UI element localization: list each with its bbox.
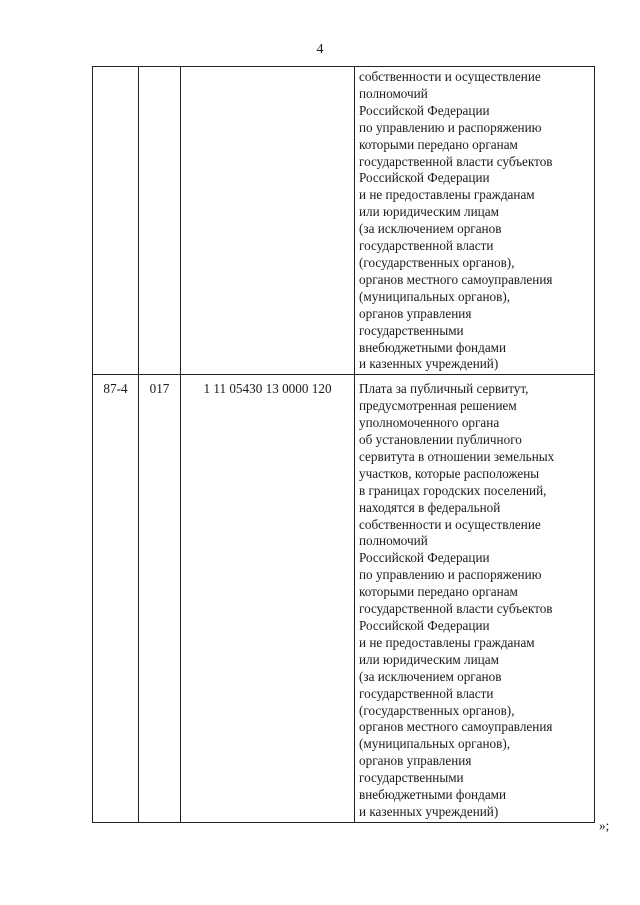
description-line: полномочий: [359, 85, 428, 101]
income-codes-table: [92, 66, 595, 823]
description-line: полномочий: [359, 533, 428, 549]
description-line: об установлении публичного: [359, 432, 522, 448]
description-line: и казенных учреждений): [359, 803, 499, 819]
description-line: которыми передано органам: [359, 136, 518, 152]
description-line: (муниципальных органов),: [359, 736, 511, 752]
description-line: государственными: [359, 322, 464, 338]
description-line: государственными: [359, 770, 464, 786]
description-line: по управлению и распоряжению: [359, 567, 542, 583]
description-line: государственной власти субъектов: [359, 601, 553, 617]
description-line: или юридическим лицам: [359, 651, 499, 667]
description-line: (государственных органов),: [359, 254, 515, 270]
page-number: 4: [316, 42, 324, 57]
description-line: органов управления: [359, 753, 472, 769]
description-line: собственности и осуществление: [359, 516, 541, 532]
description-line: находятся в федеральной: [359, 499, 501, 515]
description-line: собственности и осуществление: [359, 69, 541, 84]
description-line: внебюджетными фондами: [359, 787, 507, 803]
description-line: Российской Федерации: [359, 618, 490, 633]
table-row: [93, 67, 595, 375]
description-line: (за исключением органов: [359, 668, 502, 684]
description-line: уполномоченного органа: [359, 415, 500, 431]
description-cell: [355, 375, 595, 823]
description-line: органов управления: [359, 305, 472, 321]
description-line: Плата за публичный сервитут,: [359, 381, 529, 397]
description-line: Российской Федерации: [359, 170, 490, 186]
description-line: по управлению и распоряжению: [359, 119, 542, 135]
description-line: государственной власти субъектов: [359, 153, 553, 169]
description-line: и казенных учреждений): [359, 356, 499, 372]
description-line: Российской Федерации: [359, 102, 490, 118]
description-line: органов местного самоуправления: [359, 719, 553, 735]
description-line: предусмотренная решением: [359, 398, 517, 414]
row-number-cell: 87-4: [93, 375, 139, 823]
row-number-cell: [93, 67, 139, 375]
budget-code-cell: [181, 67, 355, 375]
description-line: государственной власти: [359, 685, 494, 701]
description-line: сервитута в отношении земельных: [359, 448, 555, 464]
table-row: [93, 375, 595, 823]
description-line: и не предоставлены гражданам: [359, 187, 535, 203]
description-line: (муниципальных органов),: [359, 288, 511, 304]
description-line: участков, которые расположены: [359, 465, 540, 481]
description-text: [355, 67, 594, 374]
description-line: (государственных органов),: [359, 702, 515, 718]
description-line: и не предоставлены гражданам: [359, 634, 535, 650]
description-text: [355, 375, 594, 822]
description-line: Российской Федерации: [359, 550, 490, 566]
closing-quote-mark: »;: [599, 818, 610, 833]
description-line: внебюджетными фондами: [359, 339, 507, 355]
description-line: в границах городских поселений,: [359, 482, 547, 498]
description-line: или юридическим лицам: [359, 204, 499, 220]
description-line: (за исключением органов: [359, 221, 502, 237]
description-line: органов местного самоуправления: [359, 271, 553, 287]
description-line: которыми передано органам: [359, 584, 518, 600]
description-cell: [355, 67, 595, 375]
budget-code-cell: 1 11 05430 13 0000 120: [181, 375, 355, 823]
admin-code-cell: [139, 67, 181, 375]
description-line: государственной власти: [359, 238, 494, 254]
admin-code-cell: 017: [139, 375, 181, 823]
